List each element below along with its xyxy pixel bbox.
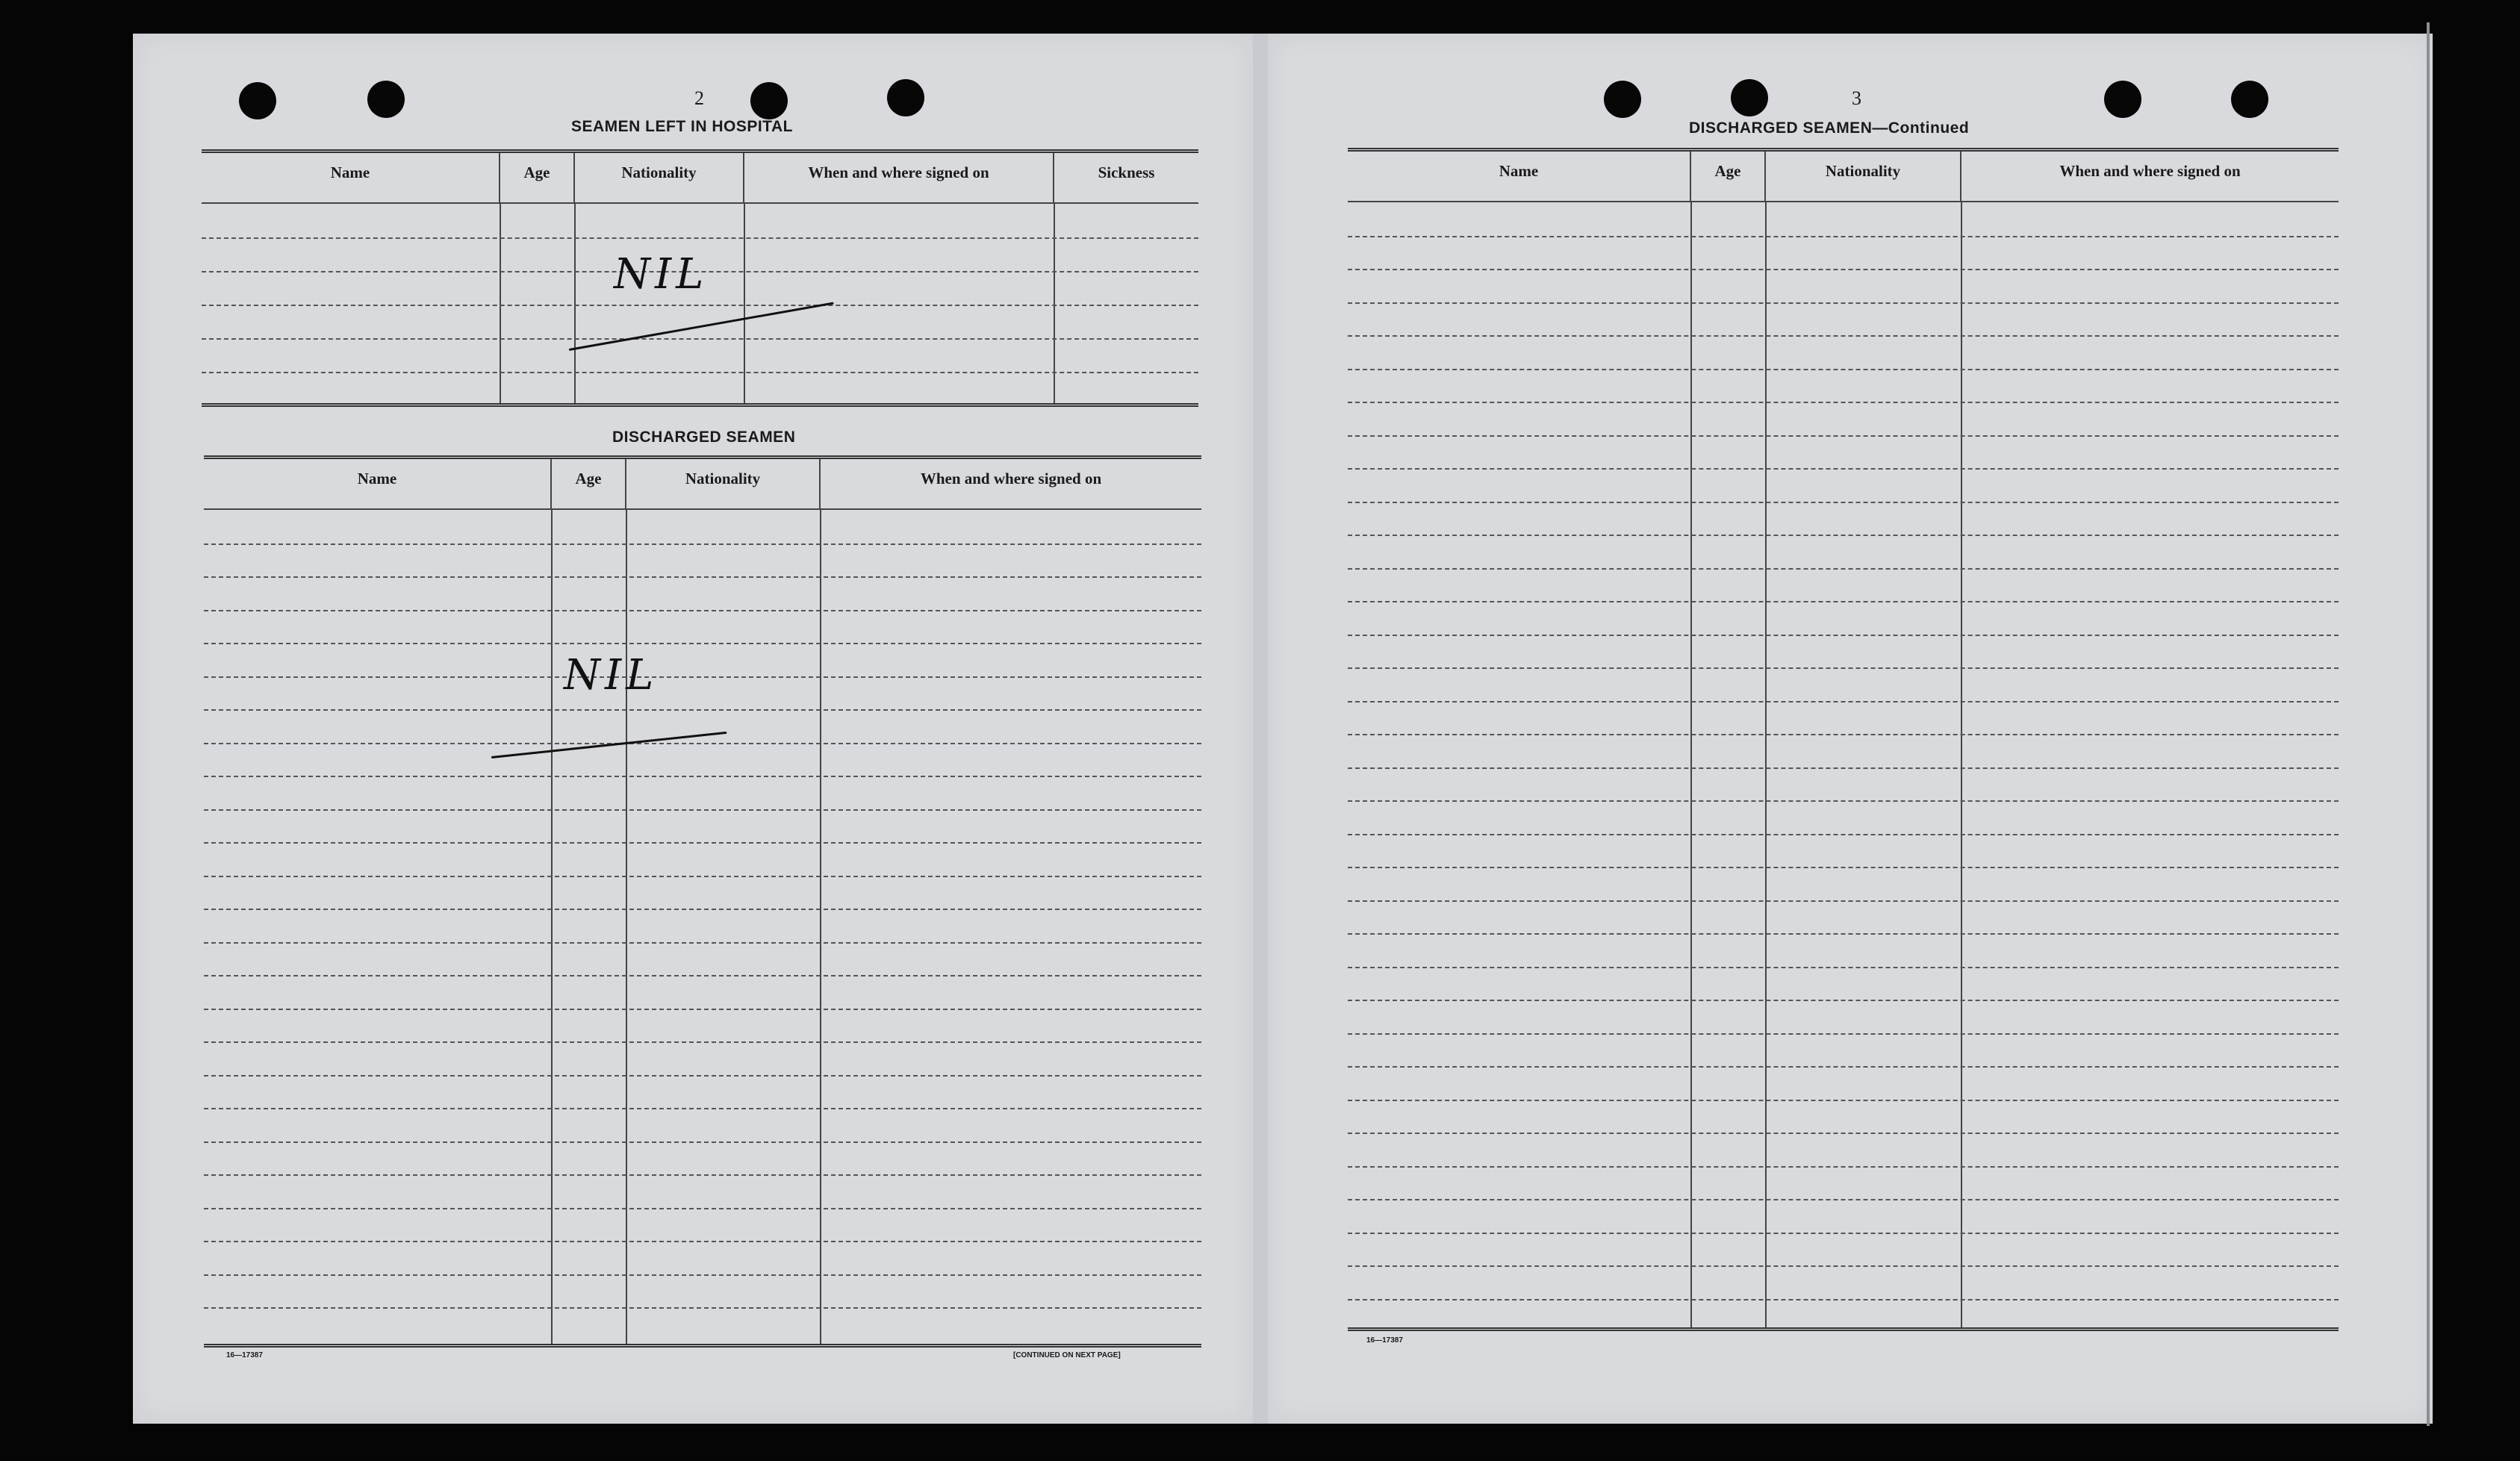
punch-hole [1731,79,1768,116]
punch-hole [367,81,405,118]
table-row [1348,967,2339,968]
table-row [1348,734,2339,735]
discharged-table [204,455,1201,1348]
table-row [1348,933,2339,935]
hospital-section-title: SEAMEN LEFT IN HOSPITAL [571,118,793,135]
table-row [1348,468,2339,470]
column-header-age: Age [1691,152,1766,201]
column-header-name: Name [1348,152,1691,201]
table-row [204,909,1201,910]
table-row [204,1141,1201,1143]
form-number: 16—17387 [1366,1336,1403,1345]
table-row [204,1075,1201,1077]
continued-note: [CONTINUED ON NEXT PAGE] [1013,1351,1121,1359]
page-edge [2427,22,2430,1426]
table-row [1348,435,2339,437]
table-row [1348,1066,2339,1068]
table-row [1348,335,2339,337]
table-row [204,743,1201,744]
column-header-nationality: Nationality [1766,152,1961,201]
page-gutter [1253,34,1268,1424]
table-row [1348,269,2339,270]
table-row [1348,1166,2339,1168]
table-row [202,338,1198,340]
table-row [204,709,1201,711]
discharged-continued-body [1348,202,2339,1327]
hospital-table-header [202,153,1198,204]
punch-hole [239,82,276,119]
table-row [1348,1100,2339,1101]
column-header-nationality: Nationality [626,459,821,508]
discharged-continued-title: DISCHARGED SEAMEN—Continued [1689,119,1970,137]
table-row [204,543,1201,545]
punch-hole [887,79,924,116]
table-row [204,1208,1201,1209]
form-number: 16—17387 [226,1351,263,1359]
table-row [202,237,1198,239]
page-number: 2 [694,87,704,109]
table-row [202,372,1198,373]
column-header-signed-on: When and where signed on [2059,162,2241,180]
table-row [1348,867,2339,868]
table-row [1348,1233,2339,1234]
hospital-table-body [202,204,1198,403]
punch-hole [750,82,788,119]
table-row [1348,1000,2339,1001]
column-header-signed-on: When and where signed on [920,470,1102,487]
table-row [1348,767,2339,769]
table-row [1348,1265,2339,1267]
handwritten-nil: NIL [564,651,659,700]
page-number: 3 [1852,87,1861,109]
table-row [1348,601,2339,602]
punch-hole [2231,81,2268,118]
table-row [204,1174,1201,1176]
table-row [204,643,1201,644]
table-row [1348,701,2339,703]
table-row [204,1307,1201,1309]
table-row [204,676,1201,678]
table-row [1348,834,2339,835]
discharged-table-body [204,510,1201,1344]
table-row [204,842,1201,844]
table-row [204,809,1201,811]
table-row [1348,1133,2339,1134]
column-header-age: Age [552,459,626,508]
column-header-age: Age [500,153,575,202]
table-row [1348,800,2339,802]
column-header-sickness: Sickness [1098,163,1155,181]
discharged-continued-table [1348,148,2339,1331]
column-header-name: Name [204,459,552,508]
table-row [204,975,1201,976]
punch-hole [1604,81,1641,118]
table-row [204,1274,1201,1276]
table-row [1348,635,2339,636]
punch-hole [2104,81,2141,118]
table-row [1348,502,2339,503]
discharged-continued-header [1348,152,2339,202]
table-row [1348,568,2339,570]
table-row [204,1041,1201,1043]
table-row [204,1009,1201,1010]
discharged-table-header [204,459,1201,510]
table-row [204,942,1201,944]
table-row [204,1241,1201,1242]
table-row [204,610,1201,611]
column-header-signed-on: When and where signed on [744,153,1054,202]
table-row [1348,1199,2339,1200]
table-row [1348,900,2339,902]
column-header-name: Name [202,153,500,202]
table-row [204,1108,1201,1109]
table-row [1348,402,2339,403]
handwritten-nil: NIL [614,250,709,299]
table-row [1348,1033,2339,1035]
table-row [1348,369,2339,370]
column-header-nationality: Nationality [575,153,744,202]
table-row [204,576,1201,578]
table-row [202,305,1198,306]
table-row [1348,1299,2339,1300]
table-row [1348,236,2339,237]
table-row [1348,667,2339,669]
table-row [1348,302,2339,304]
discharged-section-title: DISCHARGED SEAMEN [612,429,796,446]
table-row [1348,535,2339,536]
table-row [204,776,1201,777]
table-row [204,876,1201,877]
